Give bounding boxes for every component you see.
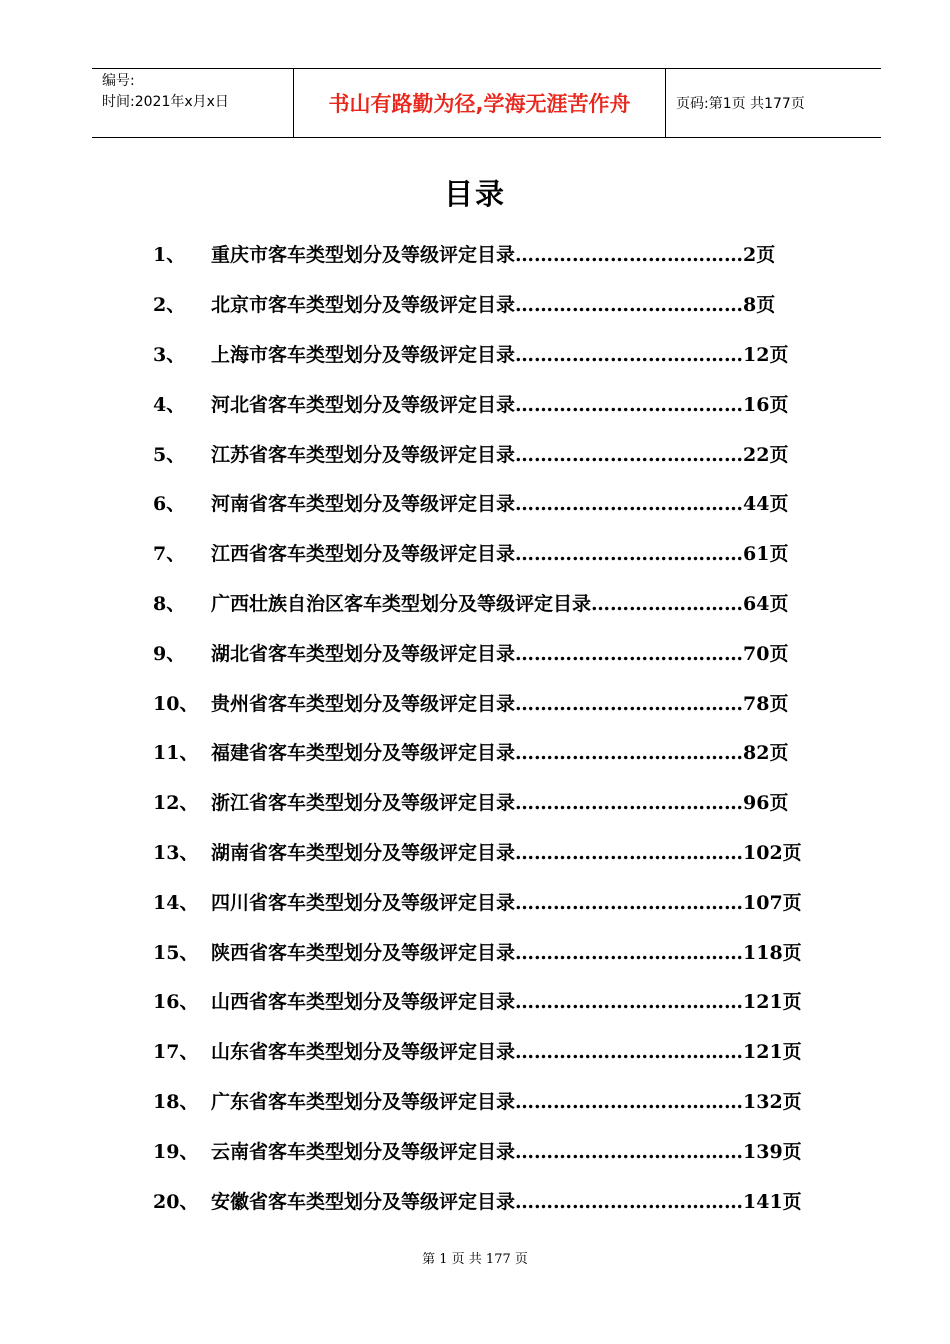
- toc-entry[interactable]: [153, 627, 853, 677]
- toc-entry-text: 江西省客车类型划分及等级评定目录………………………………61页: [211, 543, 789, 566]
- header-motto: 书山有路勤为径,学海无涯苦作舟: [293, 69, 666, 137]
- toc-entry[interactable]: [153, 329, 853, 379]
- toc-entry[interactable]: [153, 976, 853, 1026]
- table-of-contents: [153, 229, 853, 1225]
- toc-entry[interactable]: [153, 578, 853, 628]
- toc-entry-text: 重庆市客车类型划分及等级评定目录………………………………2页: [211, 244, 776, 267]
- toc-entry-number: 9、: [153, 642, 186, 665]
- toc-entry-number: 10、: [153, 692, 199, 715]
- toc-entry-text: 北京市客车类型划分及等级评定目录………………………………8页: [211, 294, 776, 317]
- toc-entry-number: 4、: [153, 393, 186, 416]
- toc-entry[interactable]: [153, 428, 853, 478]
- page-header: [92, 68, 881, 138]
- toc-entry[interactable]: [153, 827, 853, 877]
- toc-entry-text: 贵州省客车类型划分及等级评定目录………………………………78页: [211, 692, 789, 715]
- toc-entry-number: 20、: [153, 1190, 199, 1213]
- page-title: 目录: [443, 177, 506, 211]
- toc-entry-number: 6、: [153, 493, 186, 516]
- document-number-label: 编号:: [102, 73, 135, 89]
- toc-entry[interactable]: [153, 1026, 853, 1076]
- toc-entry-text: 安徽省客车类型划分及等级评定目录………………………………141页: [211, 1190, 802, 1213]
- toc-entry[interactable]: [153, 727, 853, 777]
- toc-entry[interactable]: [153, 229, 853, 279]
- toc-entry-text: 河南省客车类型划分及等级评定目录………………………………44页: [211, 493, 789, 516]
- toc-entry-text: 山东省客车类型划分及等级评定目录………………………………121页: [211, 1041, 802, 1064]
- toc-entry-text: 江苏省客车类型划分及等级评定目录………………………………22页: [211, 443, 789, 466]
- toc-entry-text: 云南省客车类型划分及等级评定目录………………………………139页: [211, 1140, 802, 1163]
- toc-entry-number: 2、: [153, 294, 186, 317]
- toc-entry-text: 山西省客车类型划分及等级评定目录………………………………121页: [211, 991, 802, 1014]
- toc-entry-number: 12、: [153, 792, 199, 815]
- toc-entry[interactable]: [153, 1125, 853, 1175]
- toc-entry-text: 四川省客车类型划分及等级评定目录………………………………107页: [211, 891, 802, 914]
- toc-entry-text: 上海市客车类型划分及等级评定目录………………………………12页: [211, 343, 789, 366]
- toc-entry-number: 8、: [153, 592, 186, 615]
- toc-entry-number: 7、: [153, 543, 186, 566]
- toc-entry-number: 1、: [153, 244, 186, 267]
- toc-entry-text: 浙江省客车类型划分及等级评定目录………………………………96页: [211, 792, 789, 815]
- toc-entry-text: 湖南省客车类型划分及等级评定目录………………………………102页: [211, 841, 802, 864]
- toc-entry-number: 15、: [153, 941, 199, 964]
- toc-entry-number: 18、: [153, 1090, 199, 1113]
- toc-entry-text: 陕西省客车类型划分及等级评定目录………………………………118页: [211, 941, 802, 964]
- toc-entry-number: 19、: [153, 1140, 199, 1163]
- toc-entry-number: 13、: [153, 841, 199, 864]
- toc-entry[interactable]: [153, 279, 853, 329]
- toc-entry[interactable]: [153, 478, 853, 528]
- toc-entry-number: 16、: [153, 991, 199, 1014]
- toc-entry-number: 3、: [153, 343, 186, 366]
- toc-entry[interactable]: [153, 876, 853, 926]
- header-meta-cell: [92, 69, 293, 137]
- page-footer: 第 1 页 共 177 页: [422, 1252, 528, 1267]
- toc-entry-text: 广西壮族自治区客车类型划分及等级评定目录……………………64页: [211, 592, 789, 615]
- toc-entry-text: 福建省客车类型划分及等级评定目录………………………………82页: [211, 742, 789, 765]
- toc-entry[interactable]: [153, 378, 853, 428]
- toc-entry-text: 河北省客车类型划分及等级评定目录………………………………16页: [211, 393, 789, 416]
- toc-entry[interactable]: [153, 528, 853, 578]
- document-time-label: 时间:2021年x月x日: [102, 94, 229, 110]
- header-page-info: 页码:第1页 共177页: [676, 96, 805, 112]
- toc-entry-text: 湖北省客车类型划分及等级评定目录………………………………70页: [211, 642, 789, 665]
- toc-entry[interactable]: [153, 1076, 853, 1126]
- toc-entry-number: 14、: [153, 891, 199, 914]
- toc-entry[interactable]: [153, 777, 853, 827]
- toc-entry-number: 11、: [153, 742, 199, 765]
- toc-entry[interactable]: [153, 677, 853, 727]
- toc-entry-number: 17、: [153, 1041, 199, 1064]
- toc-entry-text: 广东省客车类型划分及等级评定目录………………………………132页: [211, 1090, 802, 1113]
- toc-entry[interactable]: [153, 926, 853, 976]
- toc-entry[interactable]: [153, 1175, 853, 1225]
- toc-entry-number: 5、: [153, 443, 186, 466]
